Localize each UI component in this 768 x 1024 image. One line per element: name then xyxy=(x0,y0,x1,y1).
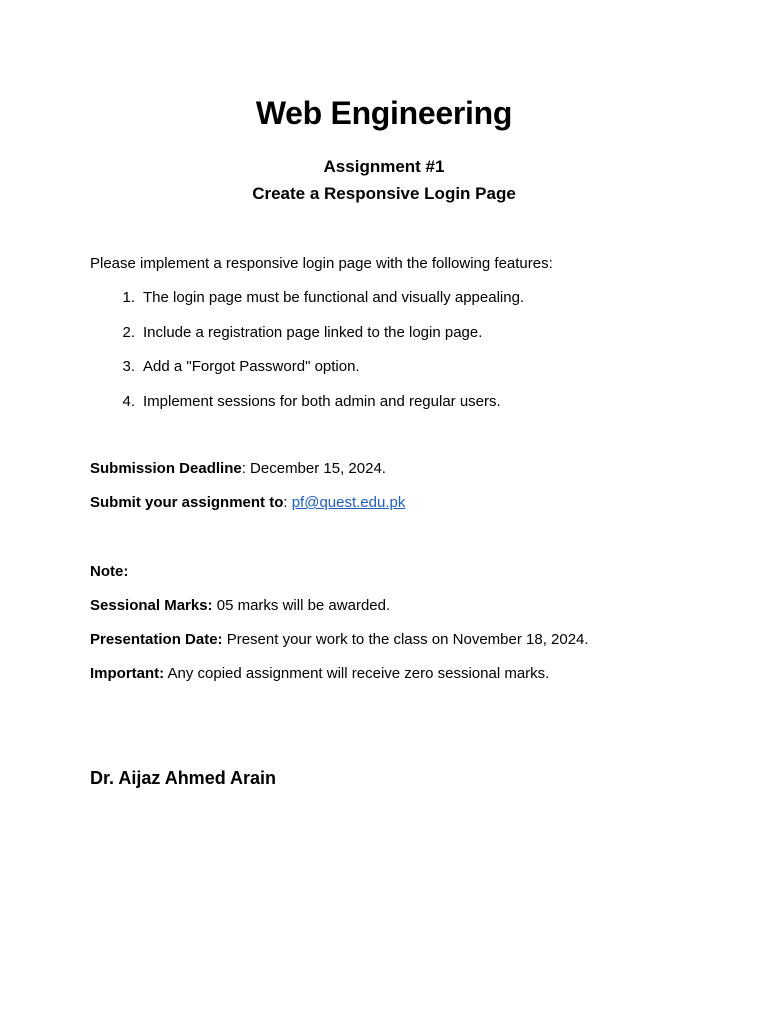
note-label: Note: xyxy=(90,563,129,580)
list-item-text: Implement sessions for both admin and regular users. xyxy=(143,392,501,410)
list-item xyxy=(90,393,524,428)
list-item xyxy=(90,324,524,359)
submit-to-label: Submit your assignment to xyxy=(90,494,284,511)
email-link[interactable]: pf@quest.edu.pk xyxy=(291,494,406,511)
sessional-marks xyxy=(90,597,390,614)
submission-deadline-value: December 15, 2024. xyxy=(250,460,386,477)
note-heading xyxy=(90,563,128,580)
intro-text: Please implement a responsive login page with the following features: xyxy=(90,255,553,272)
important-value: Any copied assignment will receive zero sessional marks. xyxy=(164,665,550,682)
sessional-marks-value: 05 marks will be awarded. xyxy=(212,597,391,614)
document-title: Web Engineering xyxy=(255,95,513,131)
list-item-number: 2. xyxy=(122,323,135,341)
submit-to xyxy=(90,494,405,511)
assignment-title: Create a Responsive Login Page xyxy=(252,184,516,203)
submission-deadline-label: Submission Deadline xyxy=(90,460,242,477)
list-item-number: 3. xyxy=(122,358,135,375)
signature: Dr. Aijaz Ahmed Arain xyxy=(90,768,277,788)
sessional-marks-label: Sessional Marks: xyxy=(90,597,213,614)
list-item-text: The login page must be functional and visually appealing. xyxy=(143,289,525,306)
assignment-number: Assignment #1 xyxy=(323,157,445,176)
presentation-date xyxy=(90,631,589,648)
presentation-date-value: Present your work to the class on November 18, 2024. xyxy=(222,631,589,648)
list-item-text: Add a "Forgot Password" option. xyxy=(143,358,360,375)
list-item-number: 4. xyxy=(122,392,135,410)
submission-deadline xyxy=(90,460,386,477)
list-item-number: 1. xyxy=(122,289,135,306)
list-item-text: Include a registration page linked to the login page. xyxy=(143,323,483,341)
important-note xyxy=(90,665,549,682)
submission-deadline-separator: : xyxy=(241,460,251,477)
presentation-date-label: Presentation Date: xyxy=(90,631,223,648)
submit-to-separator: : xyxy=(283,494,292,511)
list-item xyxy=(90,289,524,324)
list-item xyxy=(90,358,524,393)
requirements-list xyxy=(90,289,524,427)
important-label: Important: xyxy=(90,665,165,682)
